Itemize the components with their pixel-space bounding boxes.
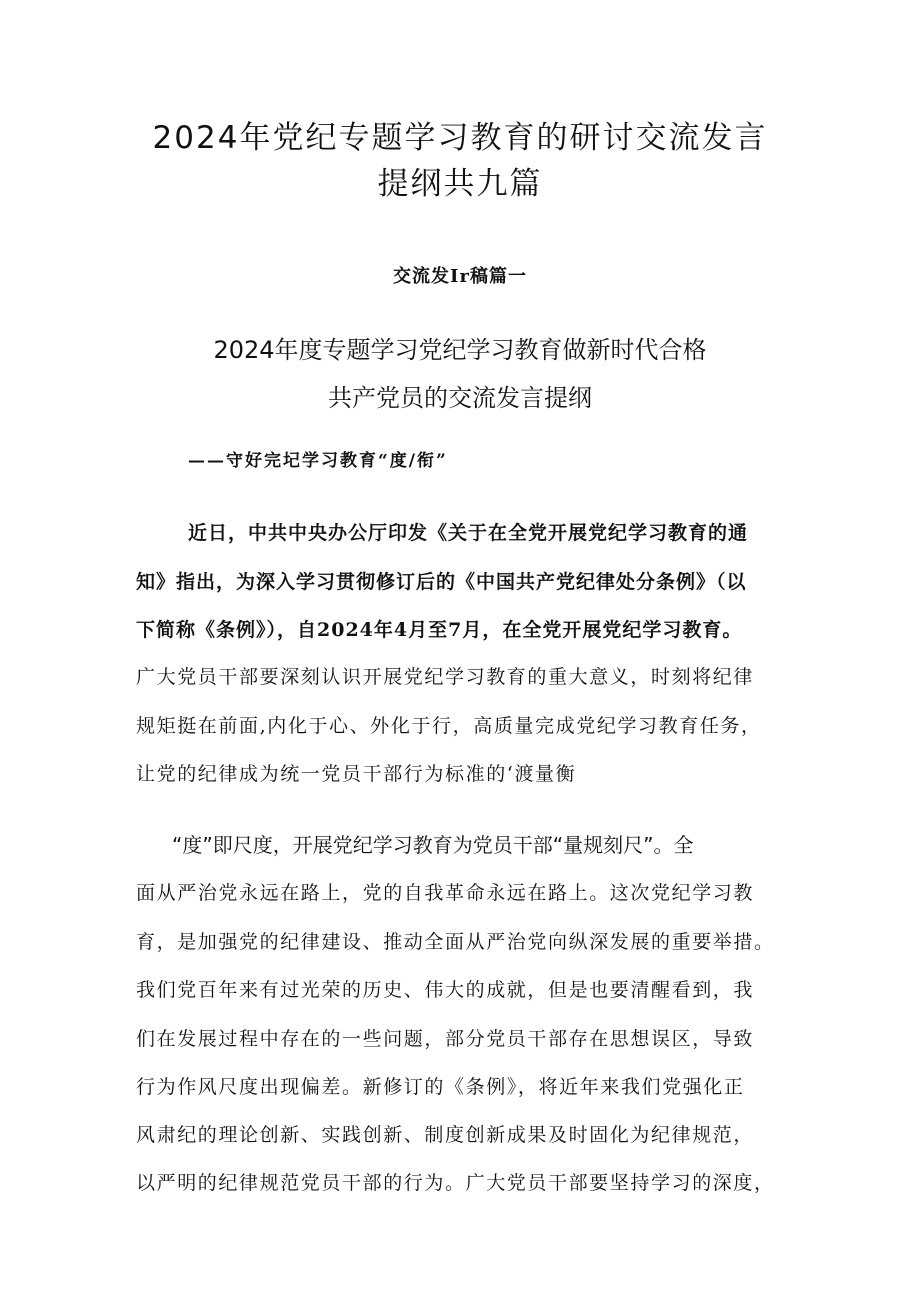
paragraph-2-line-6: 行为作风尺度出现偏差。新修订的《条例》，将近年来我们党强化正 bbox=[136, 1076, 745, 1098]
paragraph-2-line-5: 们在发展过程中存在的一些问题，部分党员干部存在思想误区，导致 bbox=[136, 1028, 755, 1050]
section-label: 交流发Ir稿篇一 bbox=[393, 266, 527, 287]
paragraph-2-line-1: “度”即尺度，开展党纪学习教育为党员干部“量规刻尺”。全 bbox=[172, 833, 694, 857]
paragraph-1-line-4: 广大党员干部要深刻认识开展党纪学习教育的重大意义，时刻将纪律 bbox=[136, 666, 755, 688]
paragraph-2-line-7: 风肃纪的理论创新、实践创新、制度创新成果及时固化为纪律规范， bbox=[136, 1124, 755, 1146]
paragraph-1-line-2: 知》指出，为深入学习贯彻修订后的《中国共产党纪律处分条例》（以 bbox=[136, 571, 747, 593]
document-title-line-1: 2024年党纪专题学习教育的研讨交流发言 bbox=[152, 120, 768, 156]
article-title-line-1: 2024年度专题学习党纪学习教育做新时代合格 bbox=[213, 336, 707, 364]
paragraph-2-line-8: 以严明的纪律规范党员干部的行为。广大党员干部要坚持学习的深度， bbox=[136, 1172, 775, 1194]
document-title-line-2: 提纲共九篇 bbox=[377, 166, 543, 202]
article-tagline: ——守好完圮学习教育“度/衔” bbox=[188, 451, 448, 471]
paragraph-2-line-2: 面从严治党永远在路上，党的自我革命永远在路上。这次党纪学习教 bbox=[136, 882, 755, 904]
paragraph-1-line-5: 规矩挺在前面,内化于心、外化于行，高质量完成党纪学习教育任务， bbox=[136, 715, 762, 737]
paragraph-1-line-1: 近日，中共中央办公厅印发《关于在全党开展党纪学习教育的通 bbox=[188, 522, 749, 544]
paragraph-1-line-6: 让党的纪律成为统一党员干部行为标准的‘渡量衡 bbox=[136, 763, 577, 785]
paragraph-2-line-3: 育，是加强党的纪律建设、推动全面从严治党向纵深发展的重要举措。 bbox=[136, 931, 775, 953]
article-title-line-2: 共产党员的交流发言提纲 bbox=[328, 384, 592, 412]
paragraph-1-line-3: 下简称《条例》），自2024年4月至7月，在全党开展党纪学习教育。 bbox=[136, 619, 743, 641]
paragraph-2-line-4: 我们党百年来有过光荣的历史、伟大的成就，但是也要清醒看到，我 bbox=[136, 979, 755, 1001]
